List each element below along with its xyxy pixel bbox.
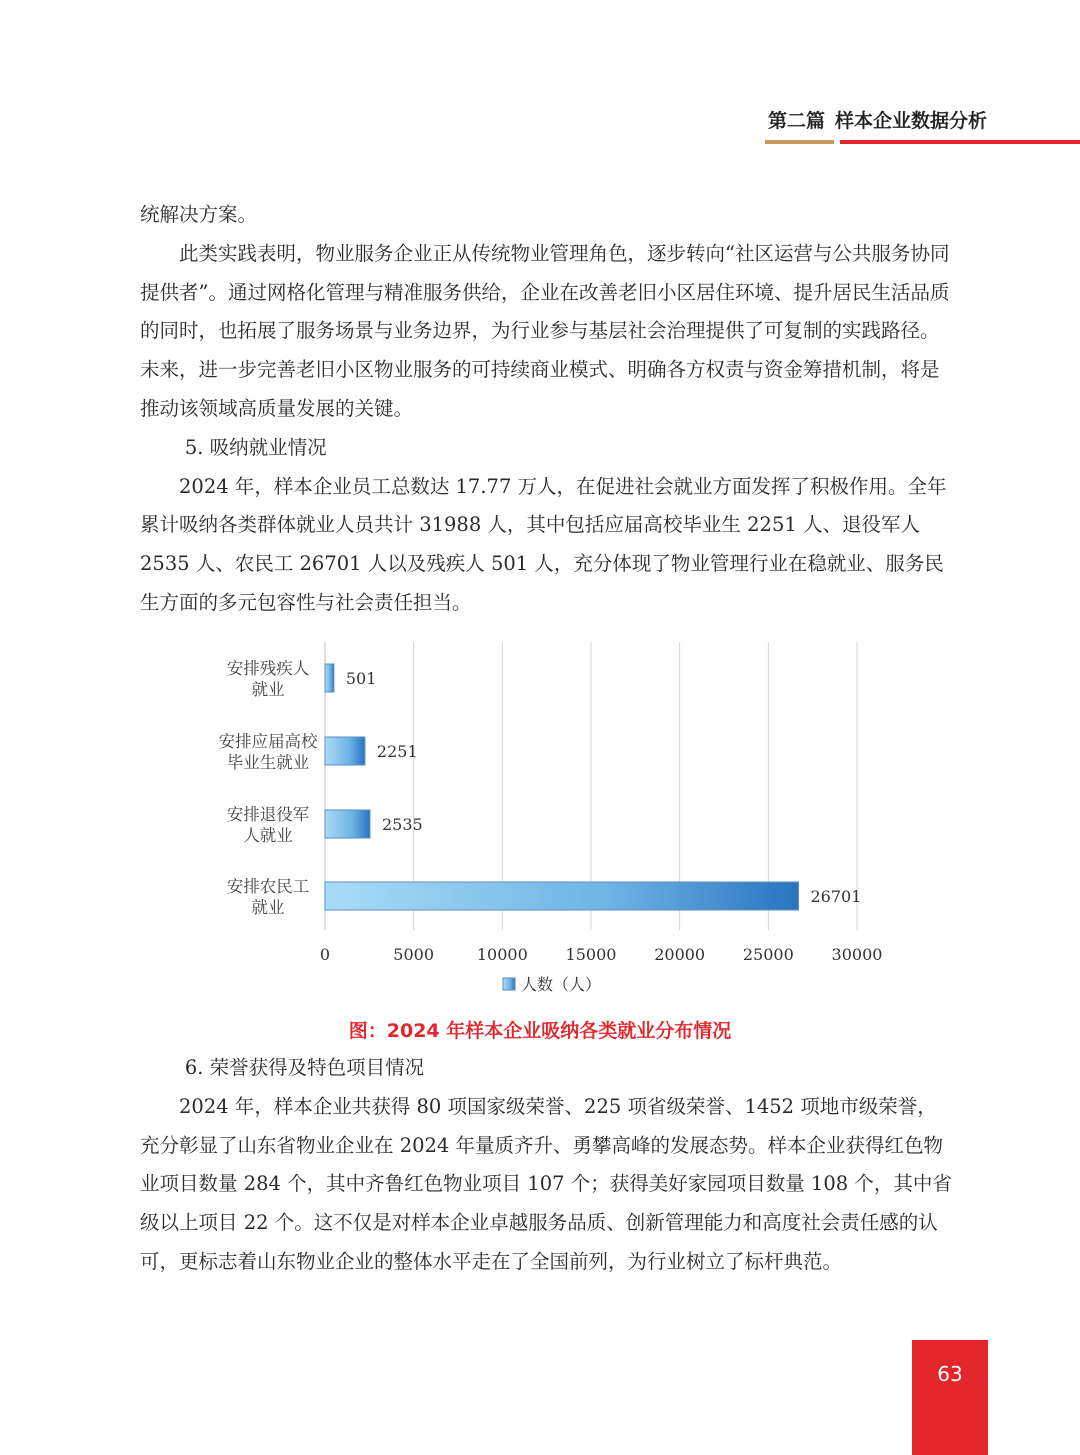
bar [325,737,365,765]
bar-value-label: 2251 [376,742,418,761]
bar [325,664,334,692]
header-rule-gold [765,140,834,144]
header-rule-red [840,140,1080,144]
bar-value-label: 501 [345,669,377,688]
header-section-title: 样本企业数据分析 [835,110,988,132]
legend-swatch [503,978,515,990]
section-heading-honors: 6. 荣誉获得及特色项目情况 [184,1056,425,1079]
header-section: 第二篇 [768,110,826,132]
x-tick-label: 30000 [831,945,883,964]
figure-caption: 图：2024 年样本企业吸纳各类就业分布情况 [348,1020,732,1042]
x-tick-label: 10000 [476,945,528,964]
paragraph-honors: 2024 年，样本企业共获得 80 项国家级荣誉、225 项省级荣誉、1452 项地市级荣誉，充分彰显了山东省物业企业在 2024 年量质齐升、勇攀高峰的发展态势。样本企业获得红色物业项目数量 284 个，其中齐鲁红色物业项目 107 个；获得美好家园项目数量 108 个，其中省级以上项目 22 个。这不仅是对样本企业卓越服务品质、创新管理能力和高度社会责任感的认可，更标志着山东物业企业的整体水平走在了全国前列，为行业树立了标杆典范。 [140,1094,952,1273]
body-text-bottom [140,1049,952,1282]
page-number: 63 [912,1340,988,1455]
category-label: 安排残疾人就业 [226,659,310,699]
paragraph-continuation: 统解决方案。 [140,203,258,226]
category-label: 安排农民工就业 [226,877,310,917]
bar-value-label: 26701 [810,887,862,906]
x-tick-label: 15000 [565,945,617,964]
bar [325,882,798,910]
paragraph-employment: 2024 年，样本企业员工总数达 17.77 万人，在促进社会就业方面发挥了积极作用。全年累计吸纳各类群体就业人员共计 31988 人，其中包括应届高校毕业生 2251 人、退役军人 2535 人、农民工 26701 人以及残疾人 501 人，充分体现了物业管理行业在稳就业、服务民生方面的多元包容性与社会责任担当。 [140,474,947,614]
body-text-top [140,196,952,623]
bar-value-label: 2535 [381,815,423,834]
x-tick-label: 20000 [654,945,706,964]
section-heading-employment: 5. 吸纳就业情况 [184,435,327,459]
legend-label: 人数（人） [521,975,602,994]
header-title [768,106,1068,133]
bar [325,810,370,838]
category-label: 安排退役军人就业 [226,805,310,845]
x-tick-label: 25000 [742,945,794,964]
category-label: 安排应届高校毕业生就业 [218,732,318,772]
x-tick-label: 0 [319,945,331,964]
x-tick-label: 5000 [393,945,435,964]
chart-canvas [180,640,900,1000]
paragraph-practice: 此类实践表明，物业服务企业正从传统物业管理角色，逐步转向“社区运营与公共服务协同提供者”。通过网格化管理与精准服务供给，企业在改善老旧小区居住环境、提升居民生活品质的同时，也拓展了服务场景与业务边界，为行业参与基层社会治理提供了可复制的实践路径。未来，进一步完善老旧小区物业服务的可持续商业模式、明确各方权责与资金筹措机制，将是推动该领域高质量发展的关键。 [140,241,950,420]
employment-bar-chart [180,640,900,1000]
